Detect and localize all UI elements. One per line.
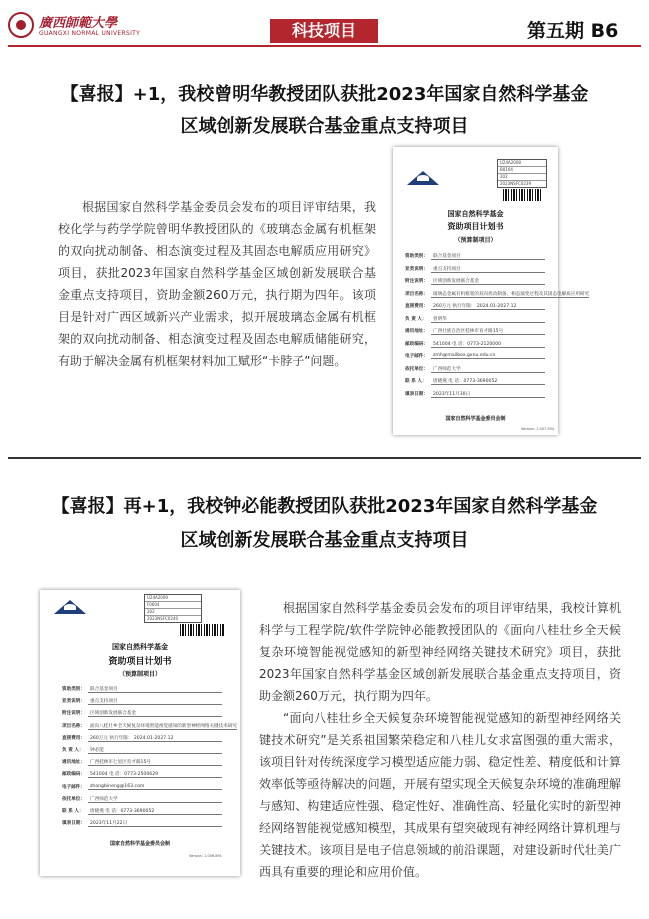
doc-form-value: 玻璃态金属有机框架的双向扰动制备、相态演变过程及其固态电解质应用研究	[433, 291, 590, 297]
section-tab: 科技项目	[270, 19, 378, 43]
doc-form-label: 联 系 人：	[405, 379, 427, 384]
doc-form-value: 唐晓燕 电 话：0773-3690052	[88, 808, 222, 815]
doc-form-value: 重点支持项目	[88, 698, 222, 705]
doc-form-value: 2023年11月22日	[88, 820, 222, 827]
doc-form-value: 541004 电 话：0773-2500629	[88, 771, 222, 778]
doc-form-label: 电子邮件：	[405, 354, 428, 359]
doc-form-label: 资助类别：	[62, 687, 85, 692]
doc-form-value: 唐晓燕 电 话：0773-3690052	[431, 378, 545, 385]
doc-org: 国家自然科学基金	[447, 210, 504, 218]
logo-chinese-name: 廣西師範大學	[39, 16, 118, 31]
article-1-paragraph: 根据国家自然科学基金委员会发布的项目评审结果，我校化学与药学学院曾明华教授团队的《玻璃态金属有机框架的双向扰动制备、相态演变过程及其固态电解质应用研究》项目，获批2023年国家自然科学基金区域创新发展联合基金重点支持项目，资助金额260万元，执行期为四年。该项目是针对广西区域新兴产业需求，拟开展玻璃态金属有机框架的双向扰动制备、相态演变过程及固态电解质储能研究，有助于解决金属有机框架材料加工赋形“卡脖子”问题。	[58, 200, 376, 368]
doc-form-label: 直接费用：	[62, 735, 85, 741]
doc-form-label: 负 责 人：	[62, 748, 84, 753]
doc-form-label: 亚类说明：	[62, 699, 85, 705]
article-2-paragraph-1: 根据国家自然科学基金委员会发布的项目评审结果，我校计算机科学与工程学院/软件学院钟必能教授团队的《面向八桂壮乡全天候复杂环境智能视觉感知的新型神经网络关键技术研究》项目，获批2023年国家自然科学基金区域创新发展联合基金重点支持项目，资助金额260万元，执行期为四年。	[259, 601, 621, 703]
doc-form-row	[62, 808, 222, 815]
doc-form-label: 依托单位：	[62, 796, 85, 802]
doc-form-value: 广西壮族自治区桂林市育才路15号	[431, 328, 545, 335]
doc-form-value: 联合基金项目	[431, 253, 545, 260]
doc-form-label: 附注说明：	[405, 279, 428, 284]
doc-form-label: 项目名称：	[62, 723, 85, 729]
nsfc-logo-icon	[407, 171, 439, 185]
article-2-paragraph-2: “面向八桂壮乡全天候复杂环境智能视觉感知的新型神经网络关键技术研究”是关系祖国繁荣稳定和八桂儿女求富图强的重大需求，该项目针对传统深度学习模型适应能力弱、稳定性差、精度低和计算效率低等亟待解决的问题，开展有望实现全天候复杂环境的准确理解与感知、构建适应性强、稳定性好、准确性高、轻量化实时的新型神经网络智能视觉感知模型，其成果有望突破现有神经网络计算机理与关键技术。该项目是电子信息领域的前沿课题，对建设新时代壮美广西具有重要的理论和应用价值。	[259, 711, 621, 879]
doc-form-row	[62, 820, 222, 827]
doc-form-row	[405, 303, 545, 310]
article-1-headline-line2: 区域创新发展联合基金重点支持项目	[180, 116, 469, 137]
doc-form-label: 亚类说明：	[405, 266, 428, 272]
doc-form-row	[405, 353, 545, 359]
doc-form-row	[62, 759, 222, 766]
doc-form-row	[62, 723, 238, 730]
doc-subtitle: （预算制项目）	[118, 671, 161, 678]
doc-subtitle: （预算制项目）	[454, 237, 497, 244]
doc-form-row	[405, 366, 545, 373]
doc-form-row	[405, 341, 545, 348]
doc-form-row	[405, 266, 545, 273]
doc-form-row	[62, 747, 222, 754]
doc-footer: 国家自然科学基金委员会制	[445, 416, 506, 422]
doc-form-row	[62, 735, 222, 742]
article-2-headline-line1: 【喜报】再+1，我校钟必能教授团队获批2023年国家自然科学基金	[51, 496, 598, 517]
doc-form-row	[405, 278, 545, 285]
doc-form-row	[62, 796, 222, 803]
article-1-headline-line1: 【喜报】+1，我校曾明华教授团队获批2023年国家自然科学基金	[60, 84, 589, 105]
doc-form-label: 电子邮件：	[62, 784, 85, 790]
doc-form-value: 260万元 执行年限： 2024.01-2027.12	[88, 735, 222, 742]
doc-form-value: 曾明华	[431, 316, 545, 323]
logo-english-name: GUANGXI NORMAL UNIVERSITY	[39, 30, 141, 37]
doc-form-value: 面向八桂壮乡全天候复杂环境智能视觉感知的新型神经网络关键技术研究	[90, 723, 238, 729]
doc-serial: Version: 1.007.394	[521, 427, 554, 431]
doc-form-label: 邮政编码：	[62, 772, 85, 778]
article-1-document-thumbnail	[393, 147, 590, 435]
doc-form-value: 区域创新发展联合基金	[431, 278, 545, 285]
doc-form-label: 邮政编码：	[405, 341, 428, 347]
doc-form-value: 2023年11月30日	[431, 391, 545, 398]
doc-form-row	[62, 710, 222, 717]
doc-id-box: U24A2008 B0104 202 2023NSFC0239	[497, 159, 547, 188]
university-logo	[8, 10, 141, 44]
header-rule	[8, 45, 641, 47]
nsfc-logo-icon	[54, 600, 86, 614]
doc-form-label: 负 责 人：	[405, 316, 427, 322]
doc-form-row	[405, 253, 545, 260]
doc-form-label: 直接费用：	[405, 304, 428, 309]
university-emblem-icon	[8, 12, 34, 38]
doc-form-value: 区域创新发展联合基金	[88, 710, 222, 717]
doc-org: 国家自然科学基金	[112, 643, 168, 651]
doc-form-label: 附注说明：	[62, 711, 85, 717]
doc-form-value: 重点支持项目	[431, 266, 545, 273]
doc-form-label: 资助类别：	[405, 254, 428, 259]
article-divider	[8, 457, 641, 459]
doc-form-row	[62, 686, 222, 693]
doc-form-row	[405, 328, 545, 335]
doc-form-label: 填表日期：	[405, 391, 428, 397]
doc-form-label: 通讯地址：	[405, 329, 428, 334]
article-2-headline-line2: 区域创新发展联合基金重点支持项目	[180, 530, 469, 551]
doc-title: 资助项目计划书	[447, 222, 504, 231]
doc-form-label: 依托单位：	[405, 366, 428, 372]
barcode-icon	[180, 624, 224, 636]
doc-form-value: zmh@mailbox.gxnu.edu.cn	[431, 353, 545, 359]
doc-form-label: 联 系 人：	[62, 809, 84, 814]
doc-form-value: 广西师范大学	[431, 366, 545, 373]
doc-form-value: 260万元 执行年限： 2024.01-2027.12	[431, 303, 545, 310]
doc-form-row	[405, 291, 590, 298]
doc-serial: Version: 1.006.891	[189, 854, 222, 858]
doc-footer: 国家自然科学基金委员会制	[109, 841, 170, 847]
doc-title: 资助项目计划书	[108, 657, 172, 667]
doc-form-value: 广西桂林市七星区育才路15号	[88, 759, 222, 766]
doc-form-row	[62, 698, 222, 705]
doc-form-value: 联合基金项目	[88, 686, 222, 693]
doc-form-label: 填表日期：	[62, 821, 85, 827]
issue-number: 第五期 B6	[527, 20, 619, 42]
article-2-document-thumbnail	[40, 590, 240, 876]
doc-form-row	[405, 316, 545, 323]
doc-form-row	[405, 391, 545, 398]
doc-form-row	[62, 771, 222, 778]
barcode-icon	[503, 189, 543, 201]
doc-id-box: U24A2009 F0604 202 2023NSFC0240	[144, 594, 202, 623]
doc-form-value: 541004 电 话：0773-2120000	[431, 341, 545, 348]
doc-form-value: zhongbineng@163.com	[88, 784, 222, 790]
doc-form-row	[62, 784, 222, 790]
doc-form-label: 通讯地址：	[62, 760, 85, 766]
doc-form-row	[405, 378, 545, 385]
doc-form-value: 钟必能	[88, 747, 222, 754]
doc-form-label: 项目名称：	[405, 291, 428, 297]
doc-form-value: 广西师范大学	[88, 796, 222, 803]
